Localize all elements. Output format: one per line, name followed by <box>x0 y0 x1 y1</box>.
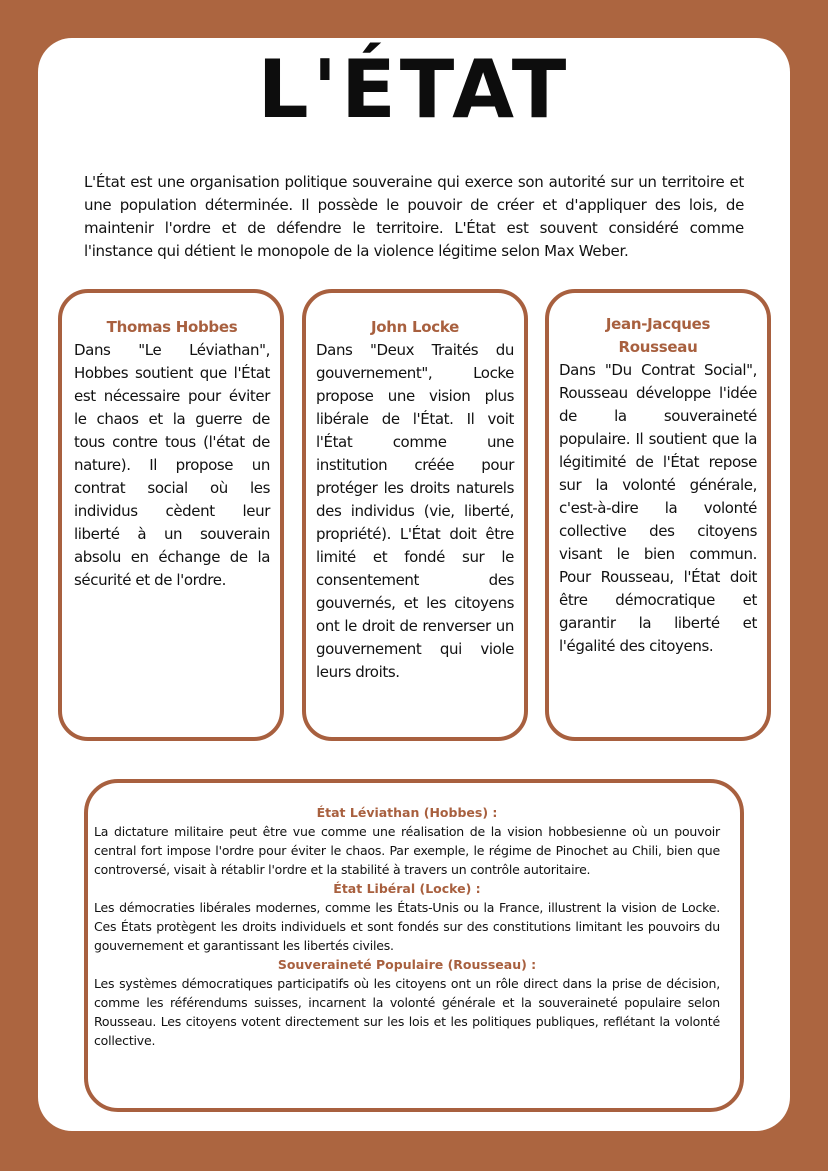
card-rousseau <box>545 289 771 741</box>
page-title: L'ÉTAT <box>257 43 571 136</box>
card-text-locke: Dans "Deux Traités du gouvernement", Locke propose une vision plus libérale de l'État. Il voit l'État comme une institution créée pour protéger les droits naturels des individus (vie, liberté, propriété). L'État doit être limité et fondé sur le consentement des gouvernés, et les citoyens ont le droit de renverser un gouvernement qui viole leurs droits. <box>316 341 514 681</box>
card-text-rousseau: Dans "Du Contrat Social", Rousseau développe l'idée de la souveraineté populaire. Il soutient que la légitimité de l'État repose sur la volonté générale, c'est-à-dire la volonté collective des citoyens visant le bien commun. Pour Rousseau, l'État doit être démocratique et garantir la liberté et l'égalité des citoyens. <box>559 361 757 655</box>
example-text-rousseau: Les systèmes démocratiques participatifs où les citoyens ont un rôle direct dans la prise de décision, comme les référendums suisses, incarnent la volonté générale et la souveraineté populaire selon Rousseau. Les citoyens votent directement sur les lois et les politiques publiques, reflétant la volonté collective. <box>94 976 720 1048</box>
card-name-hobbes: Thomas Hobbes <box>106 318 238 336</box>
example-title-hobbes: État Léviathan (Hobbes) : <box>316 805 498 820</box>
example-text-hobbes: La dictature militaire peut être vue comme une réalisation de la vision hobbesienne où un pouvoir central fort impose l'ordre pour éviter le chaos. Par exemple, le régime de Pinochet au Chili, bien que controversé, visait à rétablir l'ordre et la stabilité à travers un contrôle autoritaire. <box>94 824 720 877</box>
card-locke <box>302 289 528 741</box>
card-name-rousseau: Jean-Jacques Rousseau <box>605 315 711 356</box>
card-name-locke: John Locke <box>371 318 459 336</box>
card-text-hobbes: Dans "Le Léviathan", Hobbes soutient que l'État est nécessaire pour éviter le chaos et la guerre de tous contre tous (l'état de nature). Il propose un contrat social où les individus cèdent leur liberté à un souverain absolu en échange de la sécurité et de l'ordre. <box>74 341 270 589</box>
example-text-locke: Les démocraties libérales modernes, comme les États-Unis ou la France, illustrent la vision de Locke. Ces États protègent les droits individuels et sont fondés sur des constitutions limitant les pouvoirs du gouvernement et garantissant les libertés civiles. <box>94 900 720 953</box>
intro-paragraph: L'État est une organisation politique souveraine qui exerce son autorité sur un territoire et une population déterminée. Il possède le pouvoir de créer et d'appliquer des lois, de maintenir l'ordre et de défendre le territoire. L'État est souvent considéré comme l'instance qui détient le monopole de la violence légitime selon Max Weber. <box>84 173 744 260</box>
examples-box <box>84 779 744 1112</box>
example-title-rousseau: Souveraineté Populaire (Rousseau) : <box>277 957 537 972</box>
example-title-locke: État Libéral (Locke) : <box>333 881 481 896</box>
card-hobbes <box>58 289 284 741</box>
